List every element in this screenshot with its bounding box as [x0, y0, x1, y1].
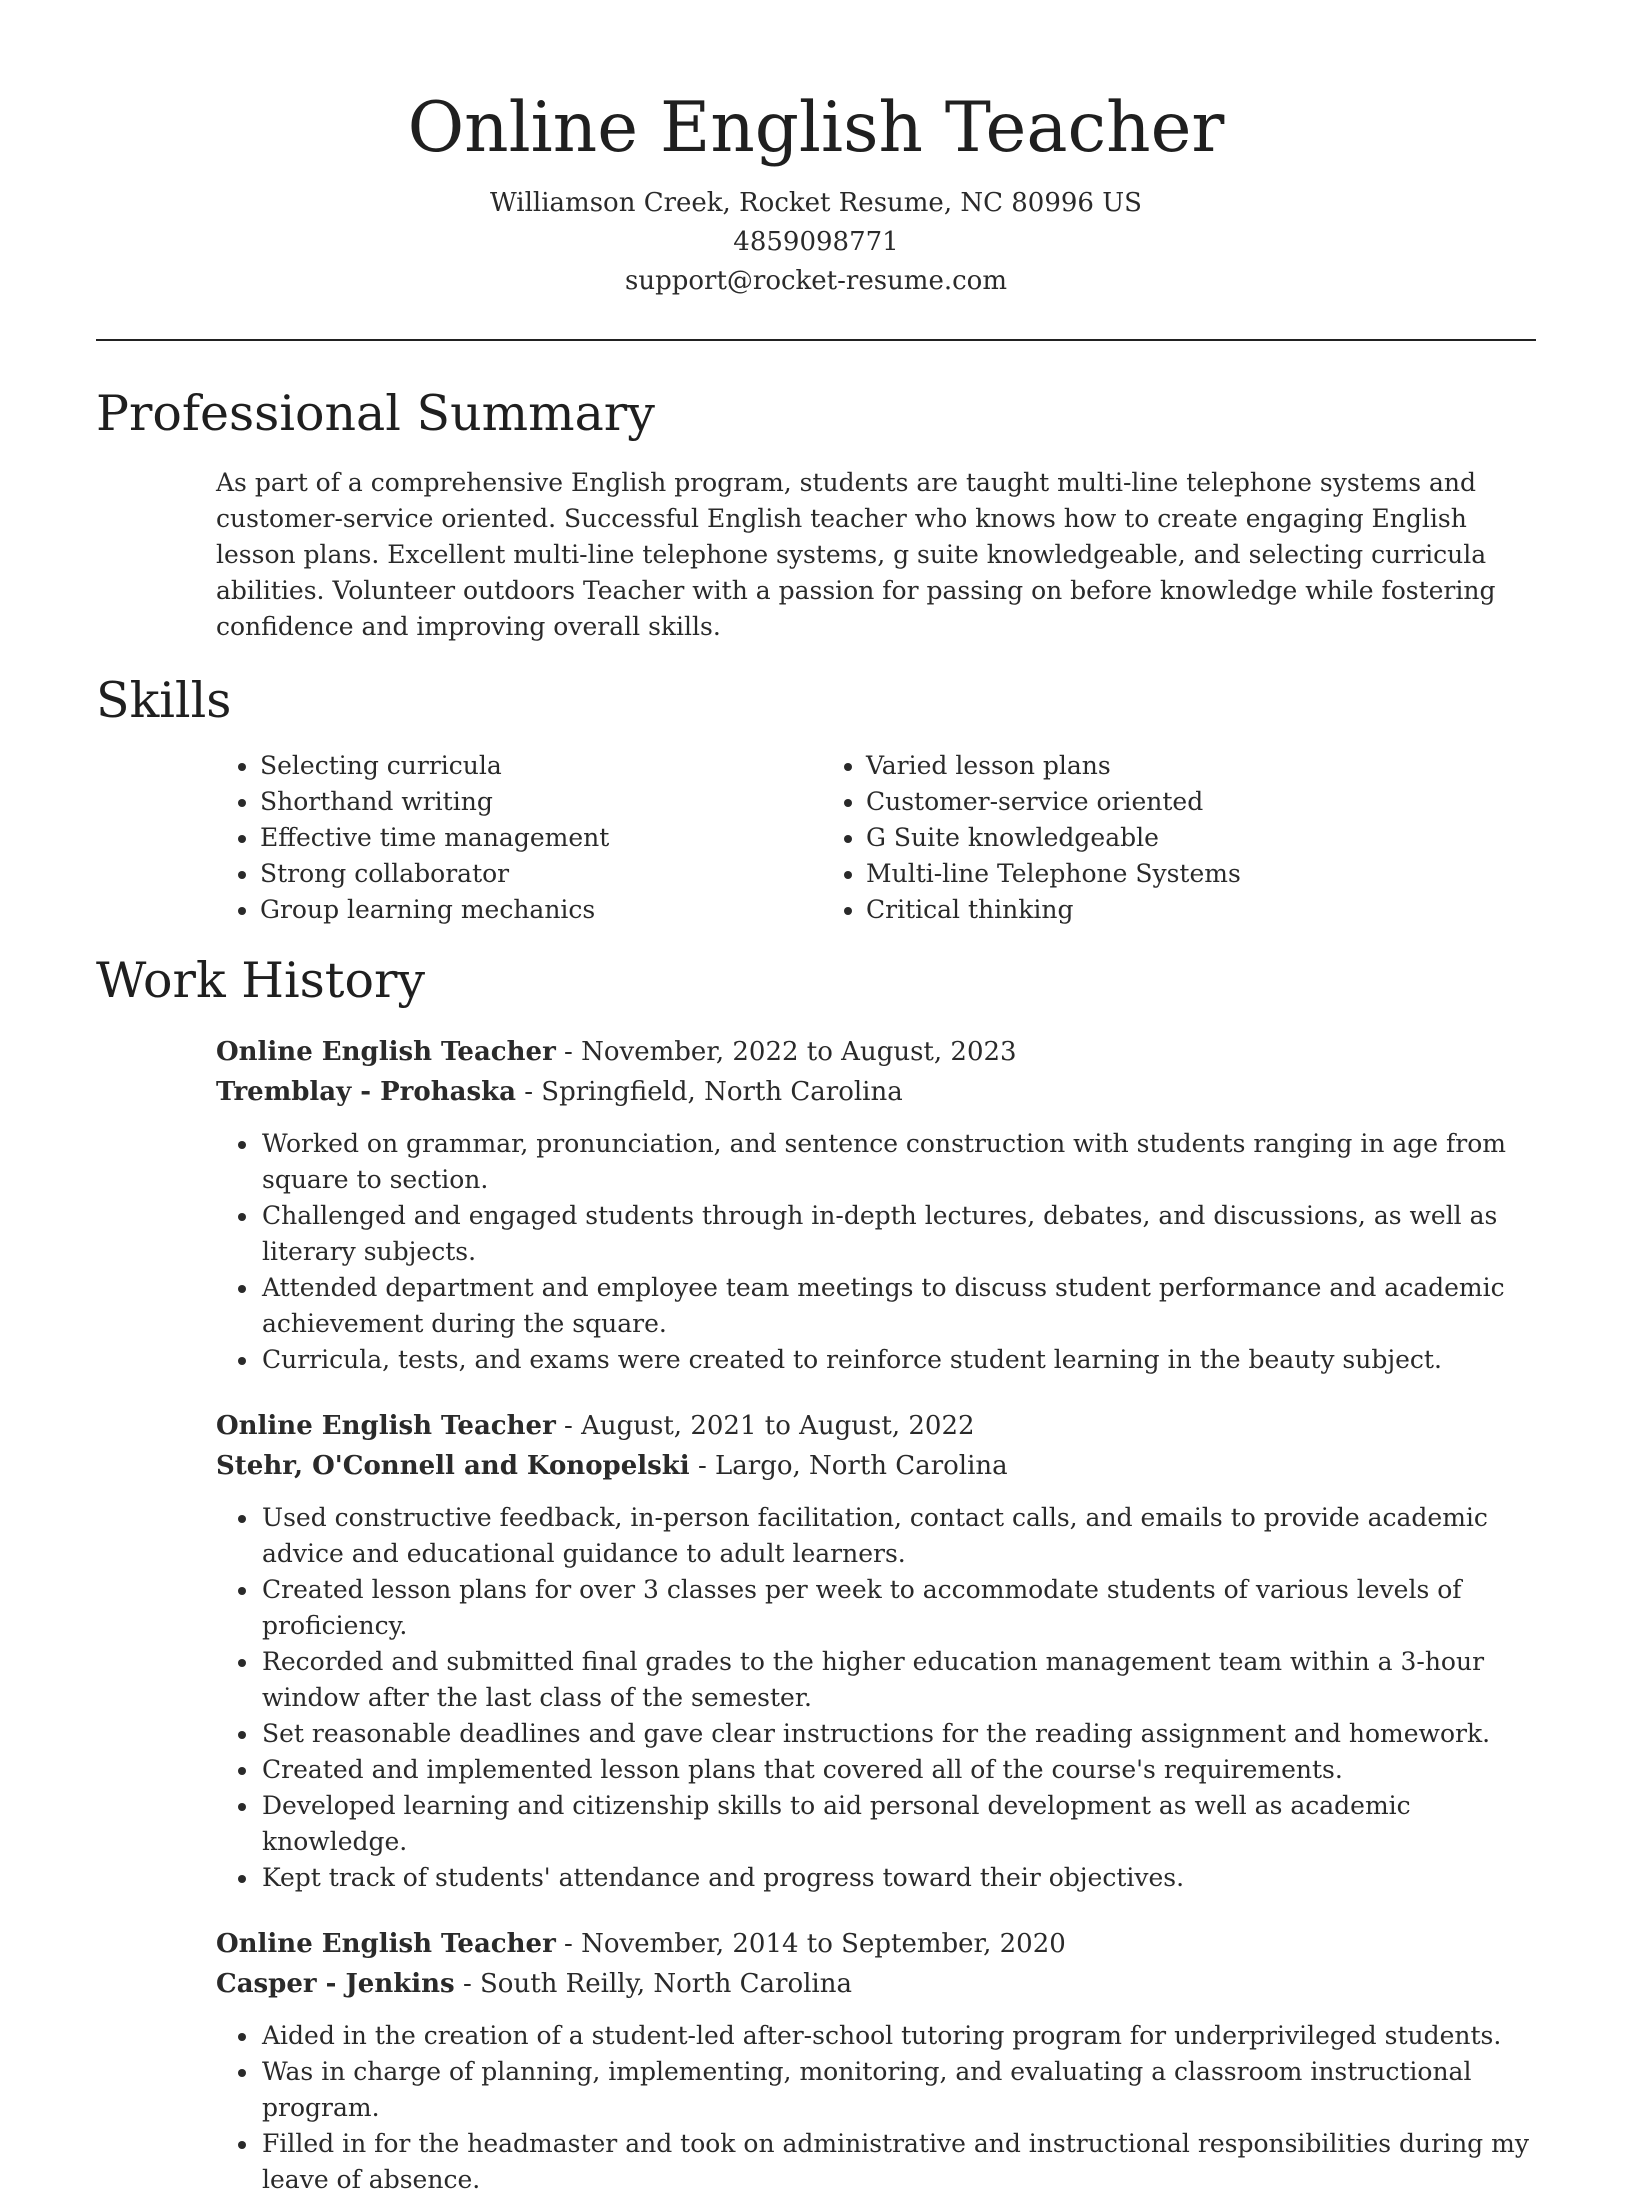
skill-item: • G Suite knowledgeable	[866, 820, 1428, 856]
work-history-heading: Work History	[96, 952, 426, 1009]
job-bullets	[216, 1126, 1536, 1378]
summary-text: As part of a comprehensive English program, students are taught multi-line telephone systems and customer-service oriented. Successful English teacher who knows how to create engaging English lesson plans. Excellent multi-line telephone systems, g suite knowledgeable, and selecting curricula abilities. Volunteer outdoors Teacher with a passion for passing on before knowledge while fostering confidence and improving overall skills.	[216, 468, 1496, 641]
job-bullet: • Worked on grammar, pronunciation, and sentence construction with students ranging in age from square to section.	[260, 1126, 1536, 1198]
skills-column-right	[822, 748, 1428, 928]
job-separator: -	[564, 1037, 582, 1067]
job-entry	[216, 1406, 1536, 1896]
job-bullet: • Aided in the creation of a student-led after-school tutoring program for underprivileged students.	[260, 2018, 1536, 2054]
job-bullet: • Developed learning and citizenship skills to aid personal development as well as academic knowledge.	[260, 1788, 1536, 1860]
job-bullet: • Attended department and employee team meetings to discuss student performance and academic achievement during the square.	[260, 1270, 1536, 1342]
job-title-line	[216, 1032, 1536, 1072]
job-company-line	[216, 1446, 1536, 1486]
job-company-line	[216, 1964, 1536, 2004]
skills-list	[216, 748, 1536, 928]
skill-item: • Critical thinking	[866, 892, 1428, 928]
job-dates: November, 2014 to September, 2020	[581, 1929, 1066, 1959]
skills-column-left	[216, 748, 822, 928]
job-role: Online English Teacher	[216, 1411, 556, 1441]
job-bullet: • Created lesson plans for over 3 classes per week to accommodate students of various levels of proficiency.	[260, 1572, 1536, 1644]
skills-heading: Skills	[96, 672, 232, 729]
contact-block	[96, 184, 1536, 301]
job-separator: -	[462, 1969, 480, 1999]
contact-email: support@rocket-resume.com	[624, 266, 1007, 296]
job-bullets	[216, 2018, 1536, 2198]
job-bullet: • Curricula, tests, and exams were created to reinforce student learning in the beauty subject.	[260, 1342, 1536, 1378]
job-role: Online English Teacher	[216, 1037, 556, 1067]
job-company: Stehr, O'Connell and Konopelski	[216, 1451, 690, 1481]
job-bullet: • Recorded and submitted final grades to the higher education management team within a 3-hour window after the last class of the semester.	[260, 1644, 1536, 1716]
job-location: Springfield, North Carolina	[541, 1077, 903, 1107]
skill-item: • Strong collaborator	[260, 856, 822, 892]
job-separator: -	[564, 1411, 582, 1441]
resume-header	[96, 0, 1536, 301]
job-dates: November, 2022 to August, 2023	[581, 1037, 1017, 1067]
skill-item: • Multi-line Telephone Systems	[866, 856, 1428, 892]
job-location: South Reilly, North Carolina	[480, 1969, 852, 1999]
job-bullet: • Set reasonable deadlines and gave clear instructions for the reading assignment and homework.	[260, 1716, 1536, 1752]
job-company: Tremblay - Prohaska	[216, 1077, 516, 1107]
job-company: Casper - Jenkins	[216, 1969, 455, 1999]
skill-item: • Group learning mechanics	[260, 892, 822, 928]
job-role: Online English Teacher	[216, 1929, 556, 1959]
skill-item: • Varied lesson plans	[866, 748, 1428, 784]
job-dates: August, 2021 to August, 2022	[581, 1411, 975, 1441]
job-bullet: • Used constructive feedback, in-person facilitation, contact calls, and emails to provide academic advice and educational guidance to adult learners.	[260, 1500, 1536, 1572]
job-company-line	[216, 1072, 1536, 1112]
job-title-line	[216, 1924, 1536, 1964]
job-bullet: • Kept track of students' attendance and progress toward their objectives.	[260, 1860, 1536, 1896]
skill-item: • Selecting curricula	[260, 748, 822, 784]
job-separator: -	[697, 1451, 715, 1481]
job-bullet: • Was in charge of planning, implementing, monitoring, and evaluating a classroom instructional program.	[260, 2054, 1536, 2126]
candidate-title: Online English Teacher	[407, 88, 1225, 168]
contact-address: Williamson Creek, Rocket Resume, NC 80996 US	[490, 188, 1142, 218]
contact-phone: 4859098771	[733, 227, 899, 257]
job-location: Largo, North Carolina	[715, 1451, 1008, 1481]
job-bullets	[216, 1500, 1536, 1896]
skill-item: • Effective time management	[260, 820, 822, 856]
job-bullet: • Created and implemented lesson plans that covered all of the course's requirements.	[260, 1752, 1536, 1788]
job-title-line	[216, 1406, 1536, 1446]
skill-item: • Customer-service oriented	[866, 784, 1428, 820]
job-entry	[216, 1924, 1536, 2198]
skill-item: • Shorthand writing	[260, 784, 822, 820]
job-separator: -	[564, 1929, 582, 1959]
header-divider	[96, 339, 1536, 341]
summary-heading: Professional Summary	[96, 385, 655, 442]
job-bullet: • Challenged and engaged students through in-depth lectures, debates, and discussions, as well as literary subjects.	[260, 1198, 1536, 1270]
job-separator: -	[524, 1077, 542, 1107]
job-entry	[216, 1032, 1536, 1378]
job-bullet: • Filled in for the headmaster and took on administrative and instructional responsibilities during my leave of absence.	[260, 2126, 1536, 2198]
